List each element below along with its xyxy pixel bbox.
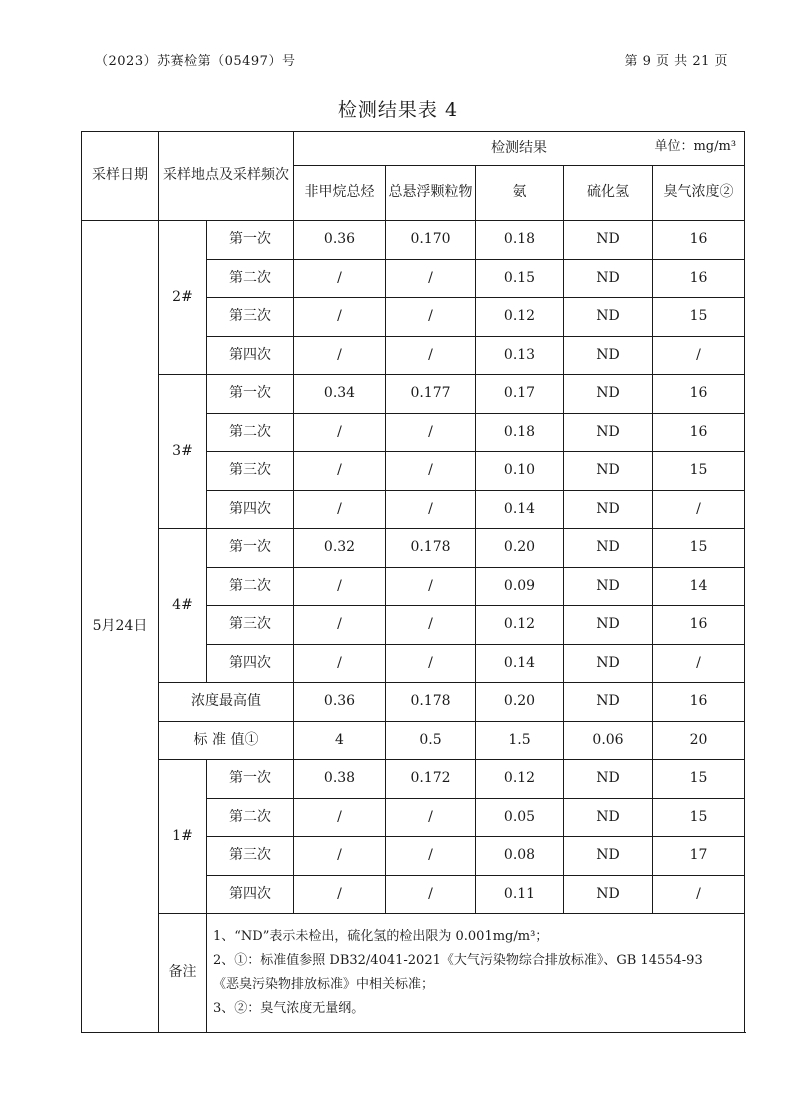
standard-value-row-label: 标 准 值① (159, 721, 294, 760)
max-value-row-label: 浓度最高值 (159, 683, 294, 722)
frequency-label: 第三次 (207, 606, 294, 645)
table-row (82, 529, 745, 568)
notes-label: 备注 (159, 914, 207, 1033)
value-h2s: ND (564, 644, 653, 683)
value-h2s: ND (564, 375, 653, 414)
value-nh3: 0.17 (476, 375, 564, 414)
value-nh3: 0.14 (476, 644, 564, 683)
table-row (82, 375, 745, 414)
value-odor: 15 (653, 798, 745, 837)
value-odor: / (653, 644, 745, 683)
value-tsp: / (386, 259, 476, 298)
frequency-label: 第二次 (207, 413, 294, 452)
col-header-date: 采样日期 (82, 132, 159, 221)
value-h2s: ND (564, 529, 653, 568)
value-odor: 16 (653, 259, 745, 298)
value-nmhc: / (294, 452, 386, 491)
value-nmhc: / (294, 798, 386, 837)
value-nmhc: 0.36 (294, 221, 386, 260)
value-tsp: 0.178 (386, 529, 476, 568)
value-odor: 14 (653, 567, 745, 606)
value-nmhc: / (294, 336, 386, 375)
value-h2s: ND (564, 259, 653, 298)
frequency-label: 第一次 (207, 529, 294, 568)
note-line: 3、②：臭气浓度无量纲。 (213, 1001, 365, 1017)
value-nmhc: 0.32 (294, 529, 386, 568)
value-nh3: 0.12 (476, 298, 564, 337)
value-h2s: ND (564, 298, 653, 337)
value-nmhc: / (294, 644, 386, 683)
notes-row (82, 914, 745, 1033)
report-number: （2023）苏赛检第（05497）号 (95, 54, 296, 69)
value-odor: 15 (653, 529, 745, 568)
value-h2s: ND (564, 567, 653, 606)
value-odor: / (653, 490, 745, 529)
note-line: 《恶臭污染物排放标准》中相关标准； (213, 977, 435, 992)
value-odor: 16 (653, 606, 745, 645)
frequency-label: 第四次 (207, 875, 294, 914)
value-h2s: ND (564, 452, 653, 491)
value-tsp: / (386, 336, 476, 375)
value-odor: 15 (653, 452, 745, 491)
value-h2s: ND (564, 490, 653, 529)
value-tsp: / (386, 875, 476, 914)
value-nmhc: / (294, 413, 386, 452)
standard-value-row (82, 721, 745, 760)
value-tsp: / (386, 606, 476, 645)
value-tsp: / (386, 490, 476, 529)
value-nh3: 0.08 (476, 837, 564, 876)
col-header-tsp: 总悬浮颗粒物 (386, 166, 476, 221)
value-nh3: 0.10 (476, 452, 564, 491)
frequency-label: 第一次 (207, 760, 294, 799)
value-nh3: 0.15 (476, 259, 564, 298)
value-odor: 20 (653, 721, 745, 760)
note-line: 1、“ND”表示未检出，硫化氢的检出限为 0.001mg/m³； (213, 928, 549, 944)
frequency-label: 第二次 (207, 567, 294, 606)
value-odor: 16 (653, 683, 745, 722)
value-h2s: ND (564, 875, 653, 914)
value-h2s: ND (564, 336, 653, 375)
value-nmhc: 0.34 (294, 375, 386, 414)
value-h2s: ND (564, 798, 653, 837)
col-header-location-freq: 采样地点及采样频次 (159, 132, 294, 221)
note-line: 2、①：标准值参照 DB32/4041-2021《大气污染物综合排放标准》、GB 14554-93 (213, 952, 703, 968)
sampling-date: 5月24日 (82, 221, 159, 1033)
table-title: 检测结果表 4 (337, 99, 459, 121)
frequency-label: 第三次 (207, 298, 294, 337)
value-nmhc: 0.36 (294, 683, 386, 722)
frequency-label: 第二次 (207, 798, 294, 837)
value-tsp: 0.177 (386, 375, 476, 414)
value-nh3: 0.12 (476, 760, 564, 799)
value-nh3: 0.18 (476, 413, 564, 452)
col-header-odor: 臭气浓度② (653, 166, 745, 221)
value-odor: 16 (653, 375, 745, 414)
value-tsp: 0.170 (386, 221, 476, 260)
value-h2s: 0.06 (564, 721, 653, 760)
site-label: 4# (159, 529, 207, 683)
table-row (82, 760, 745, 799)
value-tsp: 0.172 (386, 760, 476, 799)
value-tsp: 0.178 (386, 683, 476, 722)
value-nh3: 0.11 (476, 875, 564, 914)
col-header-nmhc: 非甲烷总烃 (294, 166, 386, 221)
page-indicator: 第 9 页 共 21 页 (624, 54, 728, 69)
site-label: 2# (159, 221, 207, 375)
value-tsp: / (386, 452, 476, 491)
value-h2s: ND (564, 606, 653, 645)
value-tsp: / (386, 837, 476, 876)
value-nmhc: 4 (294, 721, 386, 760)
value-nh3: 1.5 (476, 721, 564, 760)
results-table (81, 131, 745, 1033)
value-nh3: 0.14 (476, 490, 564, 529)
site-label: 1# (159, 760, 207, 914)
value-nh3: 0.09 (476, 567, 564, 606)
value-tsp: 0.5 (386, 721, 476, 760)
value-odor: 17 (653, 837, 745, 876)
value-h2s: ND (564, 837, 653, 876)
site-label: 3# (159, 375, 207, 529)
value-nmhc: / (294, 490, 386, 529)
value-odor: / (653, 875, 745, 914)
value-nmhc: / (294, 606, 386, 645)
frequency-label: 第四次 (207, 336, 294, 375)
col-header-nh3: 氨 (476, 166, 564, 221)
col-header-results (294, 132, 745, 166)
results-title: 检测结果 (491, 139, 548, 156)
value-nh3: 0.12 (476, 606, 564, 645)
value-tsp: / (386, 298, 476, 337)
value-odor: 15 (653, 298, 745, 337)
frequency-label: 第三次 (207, 452, 294, 491)
value-tsp: / (386, 798, 476, 837)
frequency-label: 第三次 (207, 837, 294, 876)
max-value-row (82, 683, 745, 722)
value-nh3: 0.13 (476, 336, 564, 375)
value-odor: 16 (653, 221, 745, 260)
col-header-h2s: 硫化氢 (564, 166, 653, 221)
value-tsp: / (386, 413, 476, 452)
frequency-label: 第一次 (207, 375, 294, 414)
frequency-label: 第二次 (207, 259, 294, 298)
value-h2s: ND (564, 413, 653, 452)
notes-content (207, 914, 745, 1033)
value-h2s: ND (564, 683, 653, 722)
value-odor: 15 (653, 760, 745, 799)
frequency-label: 第四次 (207, 644, 294, 683)
value-nmhc: 0.38 (294, 760, 386, 799)
value-h2s: ND (564, 760, 653, 799)
value-nmhc: / (294, 875, 386, 914)
value-h2s: ND (564, 221, 653, 260)
table-row (82, 221, 745, 260)
value-nh3: 0.20 (476, 529, 564, 568)
value-nmhc: / (294, 837, 386, 876)
frequency-label: 第四次 (207, 490, 294, 529)
value-odor: / (653, 336, 745, 375)
frequency-label: 第一次 (207, 221, 294, 260)
value-nh3: 0.05 (476, 798, 564, 837)
value-nh3: 0.20 (476, 683, 564, 722)
value-nmhc: / (294, 567, 386, 606)
value-tsp: / (386, 644, 476, 683)
value-odor: 16 (653, 413, 745, 452)
value-nh3: 0.18 (476, 221, 564, 260)
value-nmhc: / (294, 298, 386, 337)
unit-label: 单位：mg/m³ (654, 139, 737, 154)
value-nmhc: / (294, 259, 386, 298)
value-tsp: / (386, 567, 476, 606)
